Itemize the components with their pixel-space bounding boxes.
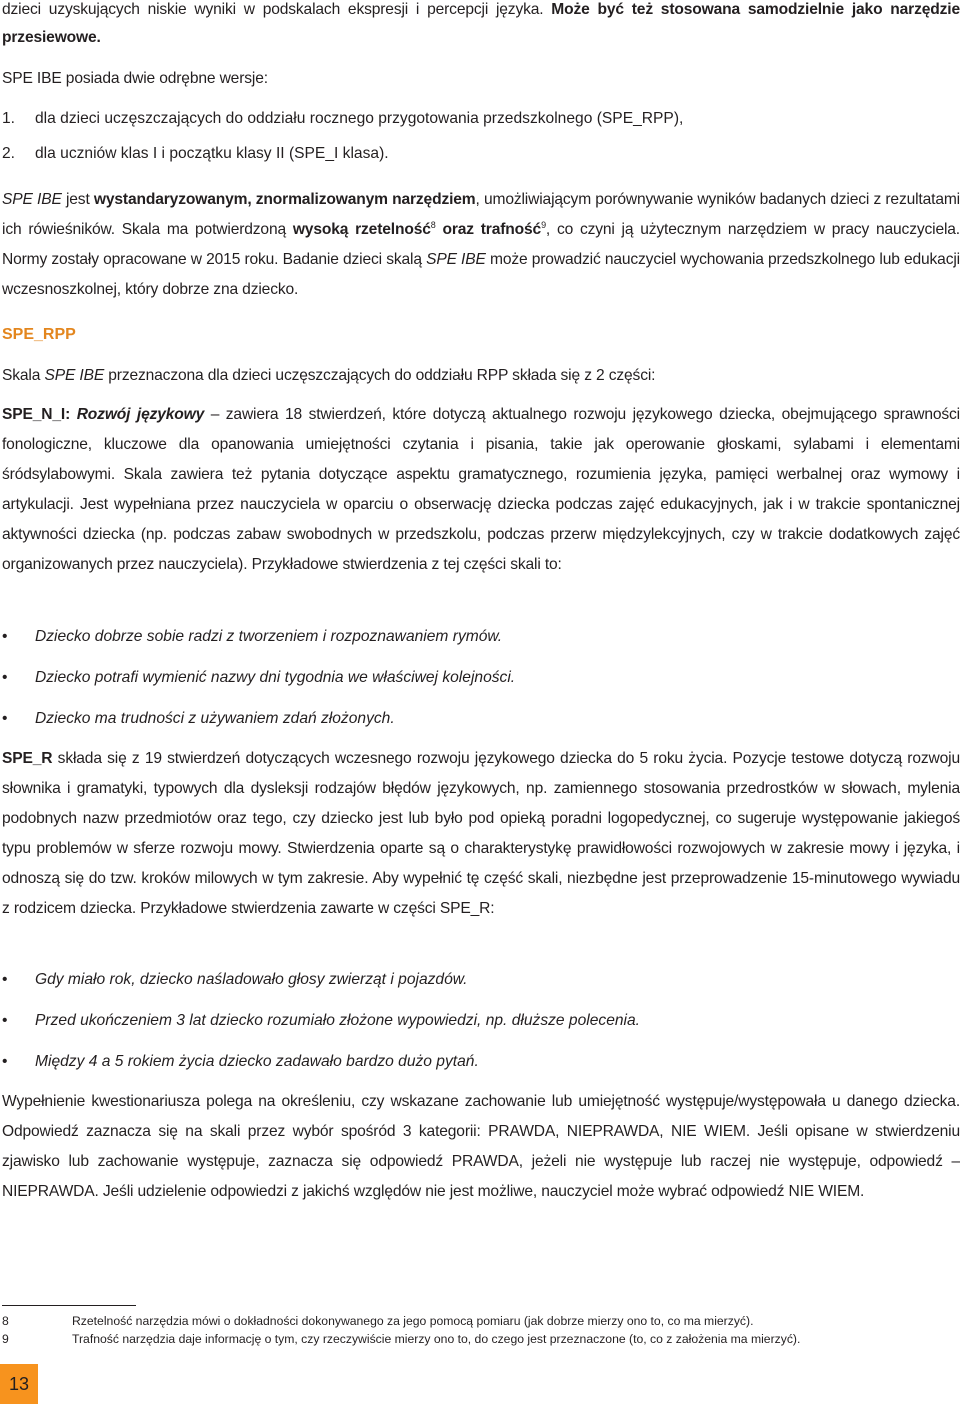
list-item	[2, 1009, 960, 1050]
list-item-text: Dziecko potrafi wymienić nazwy dni tygodnia we właściwej kolejności.	[35, 669, 516, 686]
versions-intro: SPE IBE posiada dwie odrębne wersje:	[2, 70, 268, 87]
list-item-text: Między 4 a 5 rokiem życia dziecko zadawało bardzo dużo pytań.	[35, 1053, 479, 1070]
text: , umożliwiającym porównywanie wyników badanych dzieci z rezultatami ich rówieśników. Skala ma potwierdzoną	[2, 191, 960, 238]
spe-r-paragraph	[2, 744, 960, 924]
questionnaire-paragraph: Wypełnienie kwestionariusza polega na określeniu, czy wskazane zachowanie lub umiejętność występuje/występowała u danego dziecka. Odpowiedź zaznacza się na skali przez wybór spośród 3 kategorii: PRAWDA, NIEPRAWDA, NIE WIEM. Jeśli opisane w stwierdzeniu zjawisko lub zachowanie występuje, zaznacza się odpowiedź PRAWDA, jeżeli nie występuje lub raczej nie występuje, odpowiedź – NIEPRAWDA. Jeśli udzielenie odpowiedzi z jakichś względów nie jest możliwe, nauczyciel może wybrać odpowiedź NIE WIEM.	[2, 1093, 960, 1200]
bold-text: wysoką rzetelność	[292, 221, 431, 238]
intro-text: dzieci uzyskujących niskie wyniki w podskalach ekspresji i percepcji języka.	[2, 1, 552, 18]
bold-text: wystandaryzowanym, znormalizowanym narzędziem	[93, 191, 476, 208]
spe-r-examples-list	[2, 968, 960, 1091]
list-item	[2, 666, 960, 707]
footnote-number: 9	[2, 1332, 9, 1346]
list-item-text: dla dzieci uczęszczających do oddziału rocznego przygotowania przedszkolnego (SPE_RPP),	[35, 110, 684, 127]
bullet-icon: •	[2, 1012, 8, 1029]
page-number-badge: 13	[0, 1364, 38, 1404]
list-number: 1.	[2, 110, 16, 127]
footnote-text: Rzetelność narzędzia mówi o dokładności dokonywanego za jego pomocą pomiaru (jak dobrze mierzy ono to, co ma mierzyć).	[72, 1314, 754, 1328]
text: – zawiera 18 stwierdzeń, które dotyczą aktualnego rozwoju językowego dziecka, obejmującego sprawności fonologiczne, kluczowe dla opanowania umiejętności czytania i pisania, takie jak operowanie głoskami, sylabami i elementami śródsylabowymi. Skala zawiera też pytania dotyczące aspektu gramatycznego, rozumienia języka, pamięci werbalnej oraz wymowy i artykulacji. Jest wypełniana przez nauczyciela w oparciu o obserwację dziecka podczas zajęć edukacyjnych, jak i w trakcie spontanicznej aktywności dziecka (np. podczas zabaw swobodnych w przedszkolu, podczas przerw międzylekcyjnych, czy w trakcie dodatkowych zajęć organizowanych przez nauczyciela). Przykładowe stwierdzenia z tej części skali to:	[2, 406, 960, 573]
list-item-text: Przed ukończeniem 3 lat dziecko rozumiało złożone wypowiedzi, np. dłuższe polecenia.	[35, 1012, 641, 1029]
list-item	[2, 107, 960, 142]
text: , co czyni ją użytecznym narzędziem w pracy nauczyciela. Normy zostały opracowane w 2015 roku. Badanie dzieci skalą	[2, 221, 960, 268]
text: składa się z 19 stwierdzeń dotyczących wczesnego rozwoju językowego dziecka do 5 roku życia. Pozycje testowe dotyczą rozwoju słownika i gramatyki, typowych dla dysleksji rodzajów błędów językowych, np. zamiennego stosowania przedrostków w słowach, mylenia podobnych nazw przedmiotów oraz tego, czy dziecko jest lub było pod opieką poradni logopedycznej, co sugeruje występowanie jakiegoś typu problemów w sferze rozwoju mowy. Stwierdzenia oparte są o charakterystykę prawidłowości rozwojowych w zakresie mowy i języka, i odnoszą się do tzw. kroków milowych w tym zakresie. Aby wypełnić tę część skali, niezbędne jest przeprowadzenie 15-minutowego wywiadu z rodzicem dziecka. Przykładowe stwierdzenia zawarte w części SPE_R:	[2, 750, 960, 917]
bullet-icon: •	[2, 669, 8, 686]
text: może prowadzić nauczyciel wychowania przedszkolnego lub edukacji wczesnoszkolnej, który dobrze zna dziecko.	[2, 251, 960, 298]
footnote-ref-8: 8	[430, 220, 436, 230]
bold-text: SPE_R	[2, 750, 53, 767]
list-item-text: dla uczniów klas I i początku klasy II (SPE_I klasa).	[35, 145, 389, 162]
footnote-divider	[2, 1305, 136, 1306]
list-item	[2, 142, 960, 177]
versions-list	[2, 107, 960, 177]
bold-text: SPE_N_I:	[2, 406, 77, 423]
rpp-intro-paragraph	[2, 361, 960, 391]
bullet-icon: •	[2, 628, 8, 645]
footnote-ref-9: 9	[541, 220, 546, 230]
spe-n-i-paragraph	[2, 400, 960, 580]
bold-text: oraz trafność	[435, 221, 542, 238]
bold-italic-text: Rozwój językowy	[76, 406, 205, 423]
bullet-icon: •	[2, 971, 8, 988]
intro-bold-text: Może być też stosowana samodzielnie jako narzędzie przesiewowe.	[2, 1, 960, 46]
scale-name: SPE IBE	[426, 251, 486, 268]
list-item-text: Dziecko ma trudności z używaniem zdań złożonych.	[35, 710, 395, 727]
list-item	[2, 625, 960, 666]
text: jest	[61, 191, 94, 208]
intro-paragraph	[2, 0, 960, 52]
bullet-icon: •	[2, 710, 8, 727]
bullet-icon: •	[2, 1053, 8, 1070]
text: Skala	[2, 367, 45, 384]
list-item	[2, 707, 960, 748]
spe-n-i-examples-list	[2, 625, 960, 748]
footnote-text: Trafność narzędzia daje informację o tym, czy rzeczywiście mierzy ono to, do czego jest przeznaczone (to, co z założenia ma mierzyć).	[72, 1332, 801, 1346]
list-item-text: Gdy miało rok, dziecko naśladowało głosy zwierząt i pojazdów.	[35, 971, 468, 988]
text: przeznaczona dla dzieci uczęszczających do oddziału RPP składa się z 2 części:	[104, 367, 656, 384]
footnote-number: 8	[2, 1314, 9, 1328]
list-item	[2, 968, 960, 1009]
list-number: 2.	[2, 145, 16, 162]
standardization-paragraph	[2, 185, 960, 305]
scale-name: SPE IBE	[44, 367, 105, 384]
scale-name: SPE IBE	[2, 191, 62, 208]
section-heading-spe-rpp: SPE_RPP	[2, 326, 76, 343]
list-item	[2, 1050, 960, 1091]
list-item-text: Dziecko dobrze sobie radzi z tworzeniem i rozpoznawaniem rymów.	[35, 628, 503, 645]
